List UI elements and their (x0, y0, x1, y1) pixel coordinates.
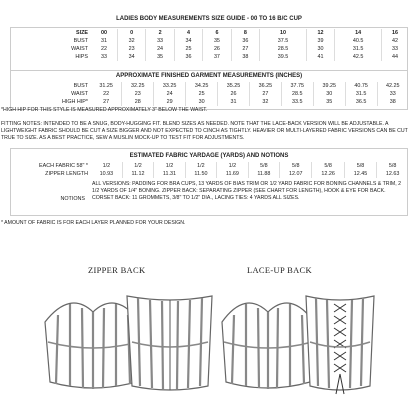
row-label: WAIST (71, 46, 88, 52)
cell: 5/8 (248, 162, 279, 170)
row-label: BUST (73, 38, 88, 44)
cell: 39.5 (260, 53, 307, 61)
garment-section (1, 70, 408, 120)
cell: 30 (186, 98, 218, 106)
cell: 33.25 (154, 82, 186, 90)
cell: 29 (154, 98, 186, 106)
table-row (10, 82, 408, 90)
garment-title: APPROXIMATE FINISHED GARMENT MEASUREMENTS (INCHES) (115, 73, 303, 79)
cell: 36.25 (249, 82, 281, 90)
cell: 33 (146, 37, 174, 45)
cell: 42.25 (386, 83, 400, 89)
cell: 40.5 (335, 37, 382, 45)
cell: 31.5 (335, 45, 382, 53)
size-cell: 4 (174, 29, 202, 37)
cell: 35.25 (218, 82, 250, 90)
row-label: BUST (73, 83, 88, 89)
cell: 41 (306, 53, 334, 61)
cell: 22 (91, 45, 117, 53)
cell: 25 (186, 90, 218, 98)
cell: 33 (392, 46, 398, 52)
lace-up-back-caption: LACE-UP BACK (247, 265, 312, 275)
cell: 44 (392, 54, 398, 60)
size-cell: 0 (117, 29, 145, 37)
cell: 5/8 (388, 163, 397, 169)
cell: 23 (117, 45, 145, 53)
cell: 36 (174, 53, 202, 61)
yardage-title: ESTIMATED FABRIC YARDAGE (YARDS) AND NOTIONS (129, 153, 289, 159)
yardage-footnote: * AMOUNT OF FABRIC IS FOR EACH LAYER PLANNED FOR YOUR DESIGN. (1, 220, 186, 226)
cell: 5/8 (344, 162, 376, 170)
cell: 22 (91, 90, 122, 98)
cell: 27 (249, 90, 281, 98)
cell: 11.50 (185, 170, 216, 178)
cell: 37.5 (260, 37, 307, 45)
notions-text: ALL VERSIONS: PADDING FOR BRA CUPS, 13 YARDS OF BIAS TRIM OR 1/2 YARD FABRIC FOR BONING CHANNELS & TRIM, 2 1/2 YARDS OF 1/4" BONING. ZIPPER BACK: SEPARATING ZIPPER (SEE CHART FOR LENGTH), HOOK & EYE FOR BACK. CORSET BACK: 11 GROMMETS, 3/8" TO 1/2" DIA., LACING TIES: 4 YARDS ALL SIZES. (92, 181, 402, 201)
cell: 1/2 (154, 162, 185, 170)
table-row (10, 37, 408, 45)
cell: 11.88 (248, 170, 279, 178)
size-guide-section (10, 2, 408, 68)
cell: 1/2 (217, 162, 248, 170)
cell: 26 (218, 90, 250, 98)
cell: 11.31 (154, 170, 185, 178)
cell: 31 (91, 37, 117, 45)
size-cell: 14 (335, 29, 382, 37)
cell: 31.5 (345, 90, 377, 98)
cell: 30 (306, 45, 334, 53)
cell: 34.25 (186, 82, 218, 90)
cell: 40.75 (345, 82, 377, 90)
lace-front-figure (222, 303, 314, 389)
cell: 34 (174, 37, 202, 45)
cell: 31 (218, 98, 250, 106)
cell: 24 (146, 45, 174, 53)
cell: 36.5 (345, 98, 377, 106)
cell: 11.12 (122, 170, 153, 178)
yardage-section (10, 148, 408, 218)
fitting-notes: FITTING NOTES: INTENDED TO BE A SNUG, BODY-HUGGING FIT. BLEND SIZES AS NEEDED. NOTE THAT THE LACE-BACK VERSION WILL BE ADJUSTABLE. A LIGHTWEIGHT FABRIC SHOULD BE CUT A SIZE BIGGER AND NOT EXPECTED TO CINCH AS TIGHTLY. HEAVIER OR MULTI-LAYERED FABRIC VERSIONS CAN BE CUT TRUE TO SIZE. AS A BEST PRACTICE, SEW A MUSLIN MOCK-UP TO TEST FIT FOR ADJUSTMENTS. (1, 121, 408, 141)
cell: 12.63 (385, 171, 400, 177)
cell: 5/8 (280, 162, 312, 170)
size-cell: 16 (392, 30, 398, 36)
cell: 42 (392, 38, 398, 44)
cell: 35 (313, 98, 345, 106)
cell: 30 (313, 90, 345, 98)
cell: 27 (231, 45, 259, 53)
cell: 1/2 (91, 162, 122, 170)
cell: 39 (306, 37, 334, 45)
zipper-front-figure (45, 303, 140, 389)
zipper-back-caption: ZIPPER BACK (88, 265, 146, 275)
corset-illustrations (40, 282, 380, 406)
cell: 1/2 (122, 162, 153, 170)
cell: 42.5 (335, 53, 382, 61)
cell: 23 (122, 90, 154, 98)
size-cell: 00 (91, 29, 117, 37)
cell: 10.93 (91, 170, 122, 178)
high-hip-footnote: *HIGH HIP FOR THIS STYLE IS MEASURED APPROXIMATELY 3" BELOW THE WAIST. (1, 107, 208, 113)
cell: 33 (389, 91, 396, 97)
cell: 32.25 (122, 82, 154, 90)
size-cell: 8 (231, 29, 259, 37)
cell: 35 (146, 53, 174, 61)
size-cell: 10 (260, 29, 307, 37)
size-guide-title: LADIES BODY MEASUREMENTS SIZE GUIDE - 00 TO 16 B/C CUP (116, 16, 302, 22)
cell: 39.25 (313, 82, 345, 90)
row-label: WAIST (71, 91, 88, 97)
row-label: HIGH HIP* (61, 99, 88, 105)
cell: 36 (231, 37, 259, 45)
size-cell: 12 (306, 29, 334, 37)
cell: 1/2 (185, 162, 216, 170)
row-label: HIPS (75, 54, 88, 60)
row-label: ZIPPER LENGTH (45, 171, 88, 177)
cell: 27 (91, 98, 122, 106)
table-row (10, 162, 408, 170)
cell: 12.26 (312, 170, 344, 178)
row-label: EACH FABRIC 58" * (39, 163, 88, 169)
table-row (10, 53, 408, 61)
cell: 24 (154, 90, 186, 98)
cell: 38 (231, 53, 259, 61)
cell: 32 (117, 37, 145, 45)
table-row (10, 98, 408, 106)
cell: 26 (203, 45, 231, 53)
cell: 33.5 (281, 98, 313, 106)
lace-back-figure (306, 296, 374, 394)
cell: 12.45 (344, 170, 376, 178)
cell: 37 (203, 53, 231, 61)
size-label: SIZE (76, 30, 88, 36)
cell: 37.75 (281, 82, 313, 90)
cell: 32 (249, 98, 281, 106)
cell: 31.25 (91, 82, 122, 90)
cell: 28 (122, 98, 154, 106)
zipper-back-figure (127, 296, 212, 390)
cell: 25 (174, 45, 202, 53)
garment-table (10, 82, 408, 106)
cell: 35 (203, 37, 231, 45)
cell: 34 (117, 53, 145, 61)
cell: 5/8 (312, 162, 344, 170)
cell: 11.69 (217, 170, 248, 178)
table-row (10, 90, 408, 98)
notions-label: NOTIONS (60, 196, 85, 202)
cell: 33 (91, 53, 117, 61)
size-row (10, 29, 408, 37)
cell: 38 (389, 99, 396, 105)
cell: 12.07 (280, 170, 312, 178)
size-cell: 2 (146, 29, 174, 37)
table-row (10, 170, 408, 178)
cell: 28.5 (260, 45, 307, 53)
size-cell: 6 (203, 29, 231, 37)
size-guide-table (10, 29, 408, 61)
yardage-table (10, 162, 408, 178)
table-row (10, 45, 408, 53)
cell: 28.5 (281, 90, 313, 98)
